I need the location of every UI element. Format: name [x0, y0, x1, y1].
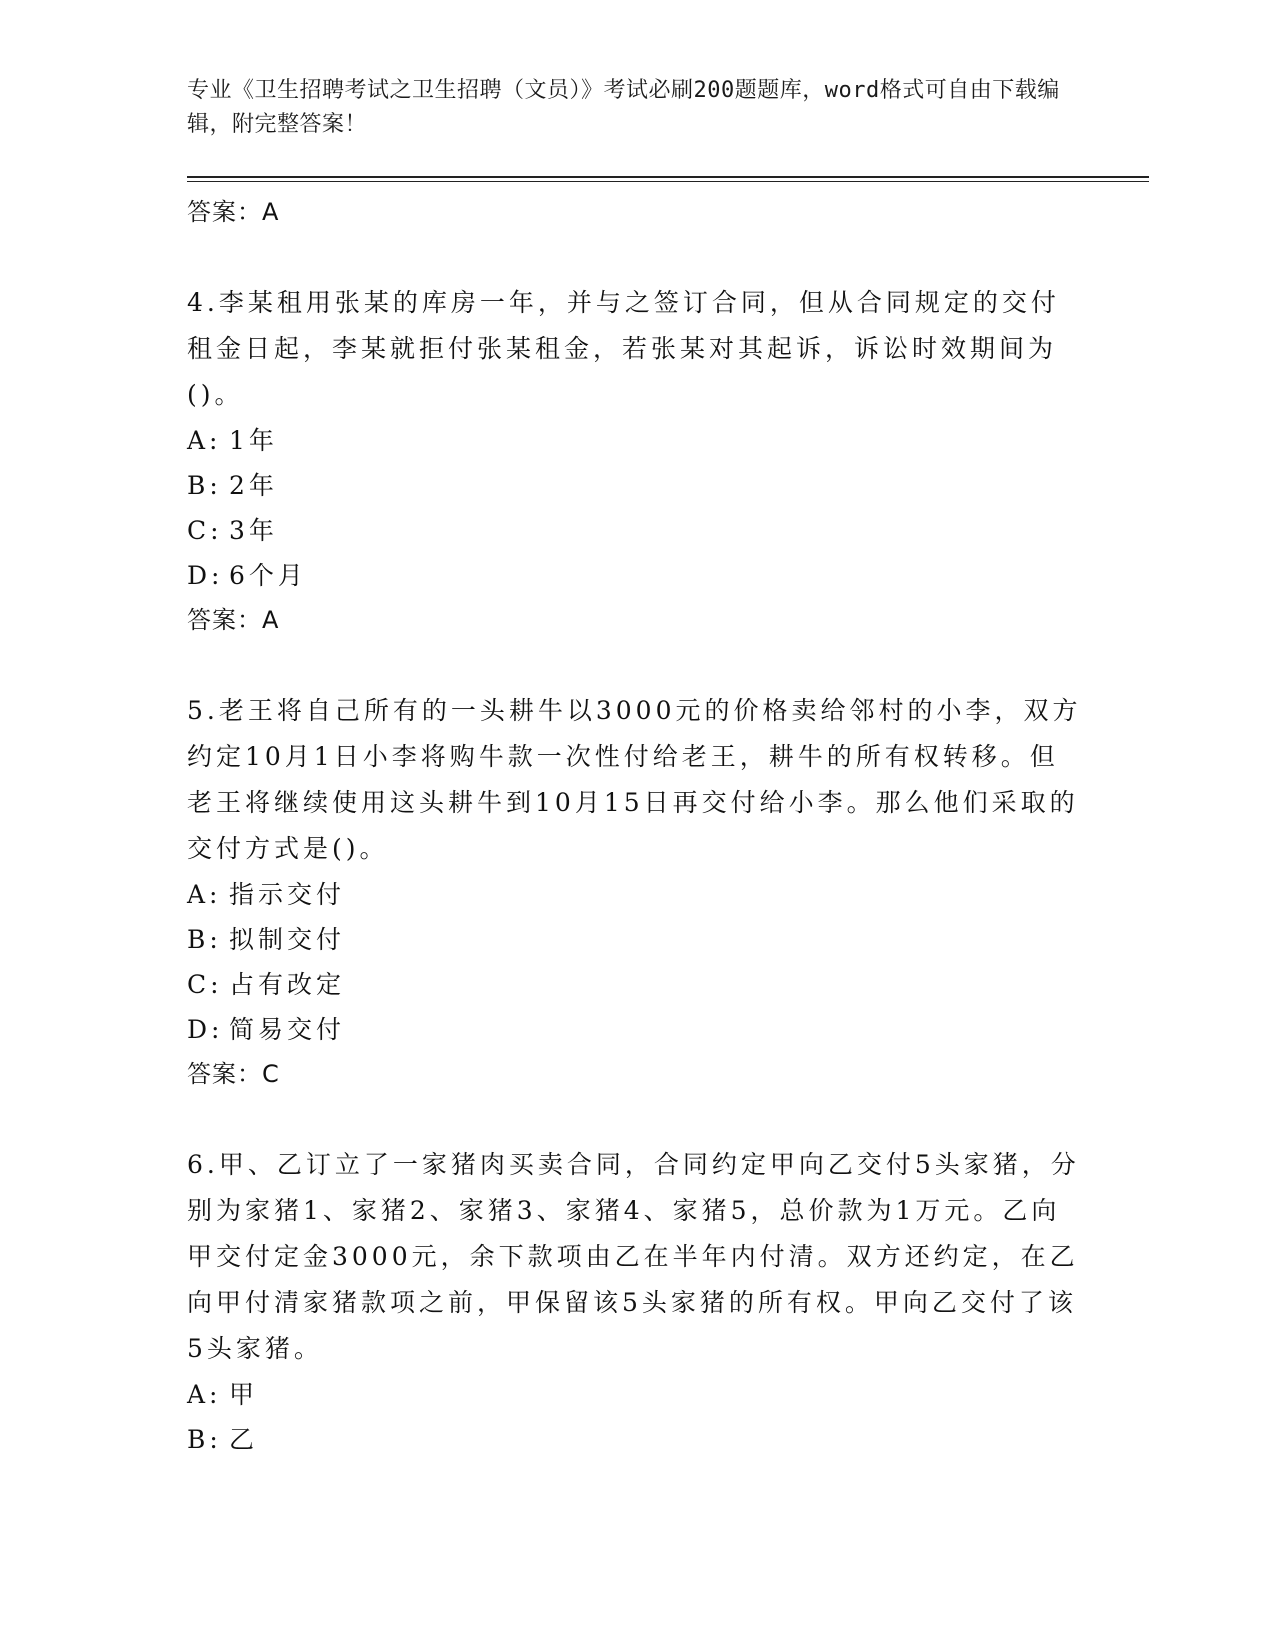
option-key: A: [187, 880, 222, 909]
option-text: 1年 [229, 426, 278, 455]
option-a [187, 1372, 1087, 1417]
option-d [187, 1007, 1087, 1052]
option-text: 简易交付 [229, 1015, 346, 1044]
option-key: D: [187, 561, 224, 590]
option-text: 甲 [229, 1380, 259, 1409]
option-a [187, 872, 1087, 917]
option-text: 3年 [229, 516, 278, 545]
header-divider-thin [187, 181, 1149, 182]
option-key: C: [187, 516, 223, 545]
option-text: 乙 [229, 1425, 259, 1454]
option-text: 6个月 [229, 561, 307, 590]
option-key: A: [187, 1380, 222, 1409]
option-key: B: [187, 925, 222, 954]
document-header: 专业《卫生招聘考试之卫生招聘（文员）》考试必刷200题题库，word格式可自由下载编辑，附完整答案！ [187, 78, 1060, 137]
option-d [187, 553, 1087, 598]
question-text: 5.老王将自己所有的一头耕牛以3000元的价格卖给邻村的小李，双方约定10月1日小李将购牛款一次性付给老王，耕牛的所有权转移。但老王将继续使用这头耕牛到10月15日再交付给小李。那么他们采取的交付方式是()。 [187, 696, 1082, 863]
question-list [187, 190, 1087, 1462]
option-text: 指示交付 [229, 880, 346, 909]
option-key: C: [187, 970, 223, 999]
option-a [187, 418, 1087, 463]
option-key: D: [187, 1015, 224, 1044]
answer-line: 答案：C [187, 1060, 280, 1088]
answer-line: 答案：A [187, 606, 280, 634]
question-text: 6.甲、乙订立了一家猪肉买卖合同，合同约定甲向乙交付5头家猪，分别为家猪1、家猪2、家猪3、家猪4、家猪5，总价款为1万元。乙向甲交付定金3000元，余下款项由乙在半年内付清。双方还约定，在乙向甲付清家猪款项之前，甲保留该5头家猪的所有权。甲向乙交付了该5头家猪。 [187, 1150, 1080, 1363]
option-text: 占有改定 [229, 970, 346, 999]
option-text: 2年 [229, 471, 278, 500]
option-text: 拟制交付 [229, 925, 346, 954]
option-key: A: [187, 426, 222, 455]
option-c [187, 962, 1087, 1007]
option-b [187, 1417, 1087, 1462]
option-key: B: [187, 1425, 222, 1454]
header-divider-thick [187, 176, 1149, 178]
option-b [187, 463, 1087, 508]
option-key: B: [187, 471, 222, 500]
answer-line: 答案：A [187, 198, 280, 226]
option-b [187, 917, 1087, 962]
option-c [187, 508, 1087, 553]
question-text: 4.李某租用张某的库房一年，并与之签订合同，但从合同规定的交付租金日起，李某就拒付张某租金，若张某对其起诉，诉讼时效期间为()。 [187, 288, 1060, 409]
